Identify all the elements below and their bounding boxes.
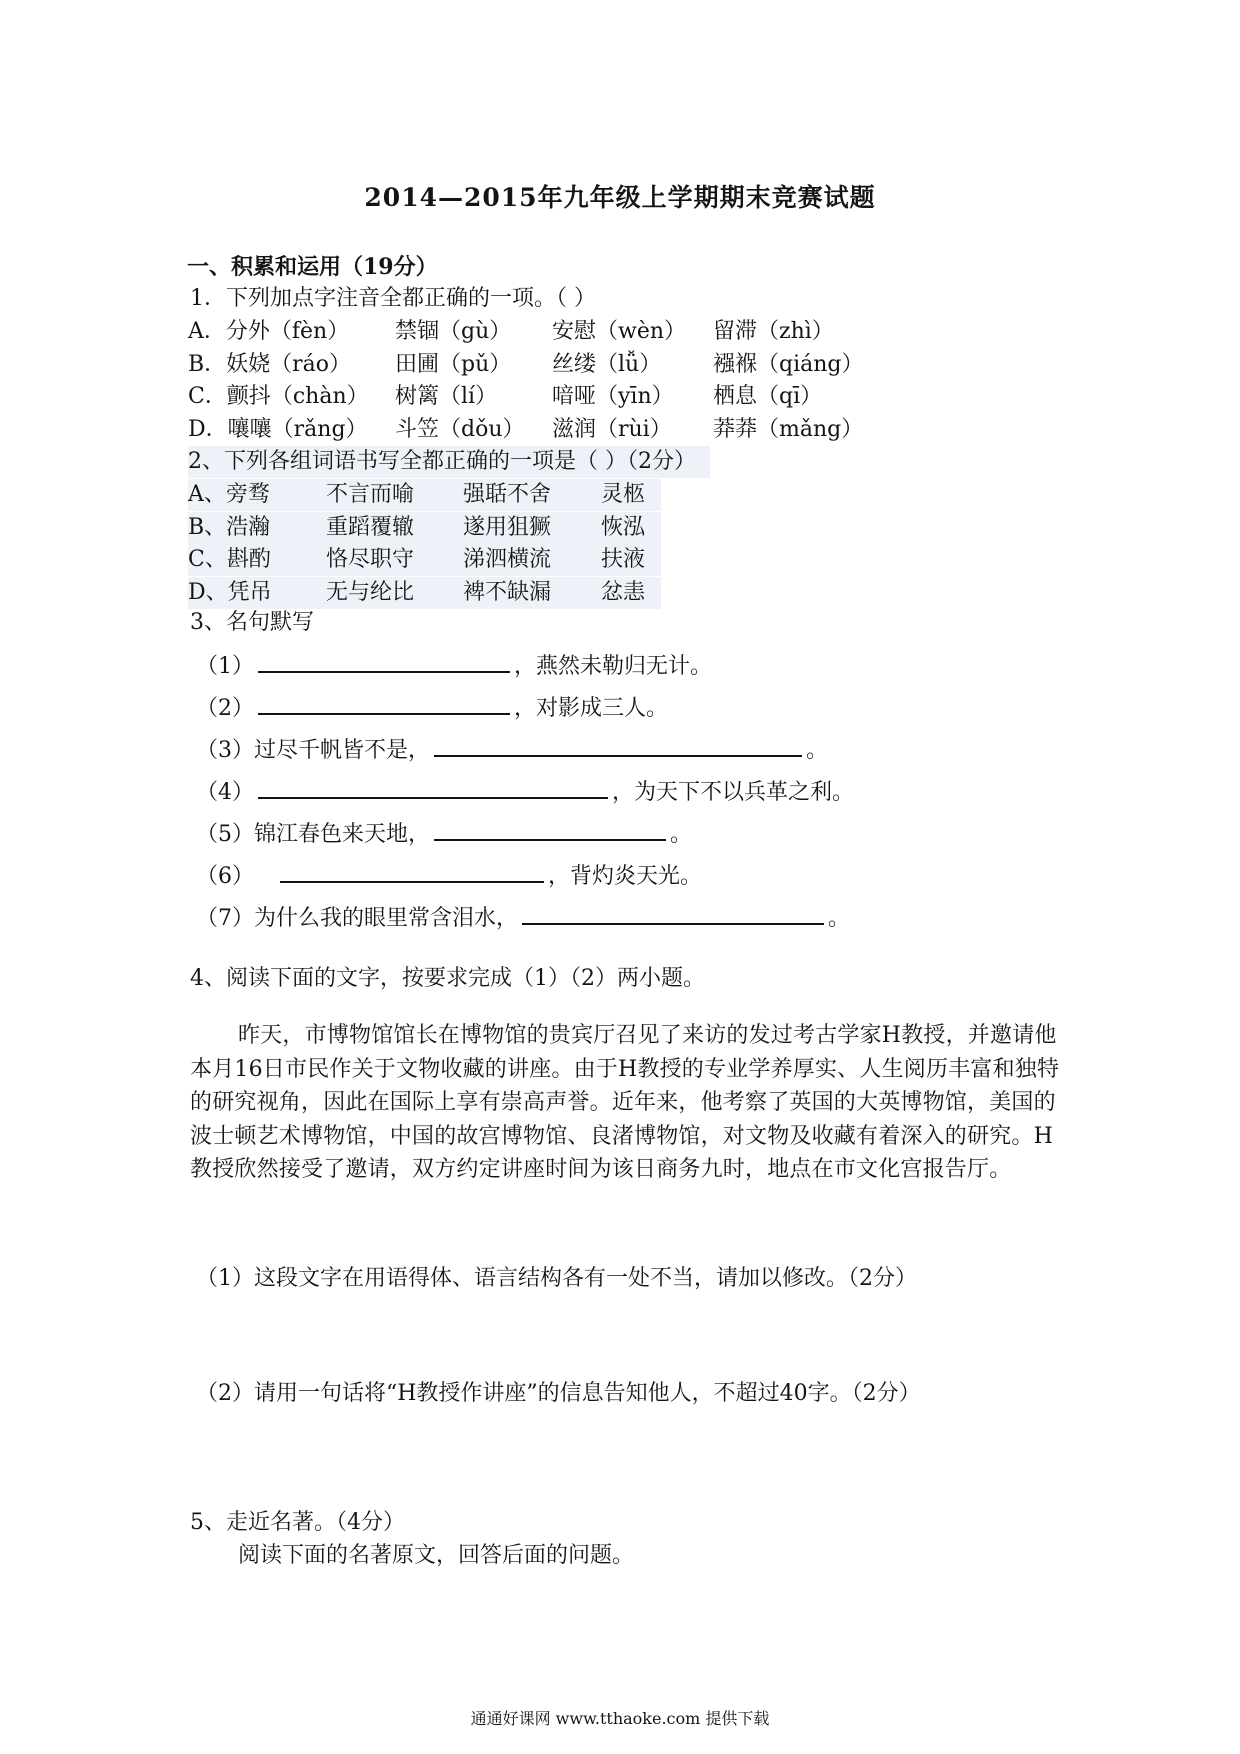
recitation-prompt: （4）: [196, 780, 254, 805]
question-1-stem: 1．下列加点字注音全都正确的一项。（ ）: [190, 286, 596, 311]
question-4-stem: 4、阅读下面的文字，按要求完成（1）（2）两小题。: [190, 966, 705, 991]
question-3-stem: 3、名句默写: [190, 610, 314, 635]
question-4-passage: 昨天，市博物馆馆长在博物馆的贵宾厅召见了来访的发过考古学家H教授，并邀请他本月16日市民作关于文物收藏的讲座。由于H教授的专业学养厚实、人生阅历丰富和独特的研究视角，因此在国际上享有崇高声誉。近年来，他考察了英国的大英博物馆，美国的波士顿艺术博物馆，中国的故宫博物馆、良渚博物馆，对文物及收藏有着深入的研究。H教授欣然接受了邀请，双方约定讲座时间为该日商务九时，地点在市文化宫报告厅。: [190, 1023, 1060, 1182]
question-1-option-cell: 莽莽（mǎng）: [713, 416, 864, 442]
question-2-option-cell: 无与纶比: [326, 579, 415, 605]
question-1-option-cell: 滋润（rùi）: [552, 416, 672, 442]
recitation-prompt: （7）为什么我的眼里常含泪水，: [196, 906, 518, 931]
question-2-option-cell: C、斟酌: [188, 547, 271, 572]
recitation-text: ，对影成三人。: [514, 696, 669, 721]
question-2-option-row: [188, 577, 661, 609]
recitation-text: 。: [670, 822, 693, 847]
question-1-option-cell: B．妖娆（ráo）: [188, 351, 352, 377]
question-2-option-cell: 扶液: [601, 547, 646, 572]
recitation-prompt: （6）: [196, 864, 254, 889]
question-1-option-row: [188, 414, 883, 446]
question-2-option-cell: 灵柩: [601, 482, 646, 507]
question-2-option-row: [188, 544, 661, 576]
question-1-option-row: [188, 381, 883, 413]
question-5-instruction: 阅读下面的名著原文，回答后面的问题。: [238, 1543, 635, 1568]
answer-blank[interactable]: [434, 817, 666, 841]
answer-blank[interactable]: [258, 691, 510, 715]
question-1-option-cell: 树篱（lí）: [395, 384, 498, 409]
question-1-option-row: [188, 316, 883, 348]
question-2-option-cell: 忿恚: [601, 579, 646, 605]
recitation-item: [196, 775, 854, 809]
recitation-prompt: （3）过尽千帆皆不是，: [196, 738, 430, 763]
question-2-option-cell: 裨不缺漏: [463, 579, 552, 605]
question-1-option-cell: 安慰（wèn）: [552, 319, 687, 344]
recitation-prompt: （1）: [196, 654, 254, 679]
footer: 通通好课网 www.tthaoke.com 提供下载: [470, 1709, 770, 1728]
question-4-subquestion-2: （2）请用一句话将“H教授作讲座”的信息告知他人，不超过40字。（2分）: [196, 1381, 921, 1406]
question-2-option-cell: 恢泓: [601, 514, 646, 540]
recitation-text: ，背灼炎天光。: [548, 864, 703, 889]
recitation-item: [196, 691, 668, 725]
question-1-option-cell: 斗笠（dǒu）: [395, 416, 525, 442]
recitation-text: ，为天下不以兵革之利。: [612, 780, 855, 805]
answer-blank[interactable]: [258, 649, 510, 673]
question-1-option-cell: 留滞（zhì）: [713, 319, 834, 344]
section-heading: 一、积累和运用（19分）: [187, 254, 438, 280]
recitation-item: [196, 859, 702, 893]
question-4-subquestion-1: （1）这段文字在用语得体、语言结构各有一处不当，请加以修改。（2分）: [196, 1266, 917, 1291]
question-1-option-cell: 禁锢（gù）: [395, 319, 512, 344]
question-2-option-cell: 强聒不舍: [463, 482, 552, 507]
page-title: 2014—2015年九年级上学期期末竞赛试题: [364, 183, 876, 212]
answer-blank[interactable]: [258, 775, 608, 799]
recitation-prompt: （2）: [196, 696, 254, 721]
answer-blank[interactable]: [280, 859, 544, 883]
question-1-option-cell: 田圃（pǔ）: [395, 351, 512, 377]
question-1-option-cell: 襁褓（qiáng）: [713, 351, 864, 377]
question-2-option-cell: D、凭吊: [188, 579, 272, 605]
recitation-text: ，燕然未勒归无计。: [514, 654, 713, 679]
recitation-text: 。: [828, 906, 851, 931]
recitation-item: [196, 733, 828, 767]
question-2-option-row: [188, 479, 661, 511]
question-2-option-cell: 恪尽职守: [326, 547, 415, 572]
question-2-stem: 2、下列各组词语书写全都正确的一项是（ ）（2分）: [188, 446, 710, 478]
recitation-item: [196, 649, 712, 683]
question-1-option-row: [188, 349, 883, 381]
question-2-option-cell: 不言而喻: [326, 482, 415, 507]
question-1-option-cell: A．分外（fèn）: [188, 319, 350, 344]
question-2-option-cell: 遂用狙獗: [463, 514, 552, 540]
recitation-text: 。: [806, 738, 829, 763]
question-2-option-cell: 涕泗横流: [463, 547, 552, 572]
question-1-option-cell: 栖息（qī）: [713, 384, 823, 409]
question-2-option-row: [188, 512, 661, 544]
question-1-option-cell: 丝缕（lǚ）: [552, 351, 662, 377]
question-5-stem: 5、走近名著。（4分）: [190, 1510, 405, 1535]
question-1-option-cell: 喑哑（yīn）: [552, 384, 674, 409]
question-2-option-cell: 重蹈覆辙: [326, 514, 415, 540]
recitation-item: [196, 817, 692, 851]
recitation-item: [196, 901, 850, 935]
question-1-option-cell: D．嚷嚷（rǎng）: [188, 416, 368, 442]
question-1-option-cell: C．颤抖（chàn）: [188, 384, 369, 409]
answer-blank[interactable]: [434, 733, 802, 757]
question-2-option-cell: B、浩瀚: [188, 514, 271, 540]
answer-blank[interactable]: [522, 901, 824, 925]
recitation-prompt: （5）锦江春色来天地，: [196, 822, 430, 847]
question-2-option-cell: A、旁骛: [188, 482, 270, 507]
